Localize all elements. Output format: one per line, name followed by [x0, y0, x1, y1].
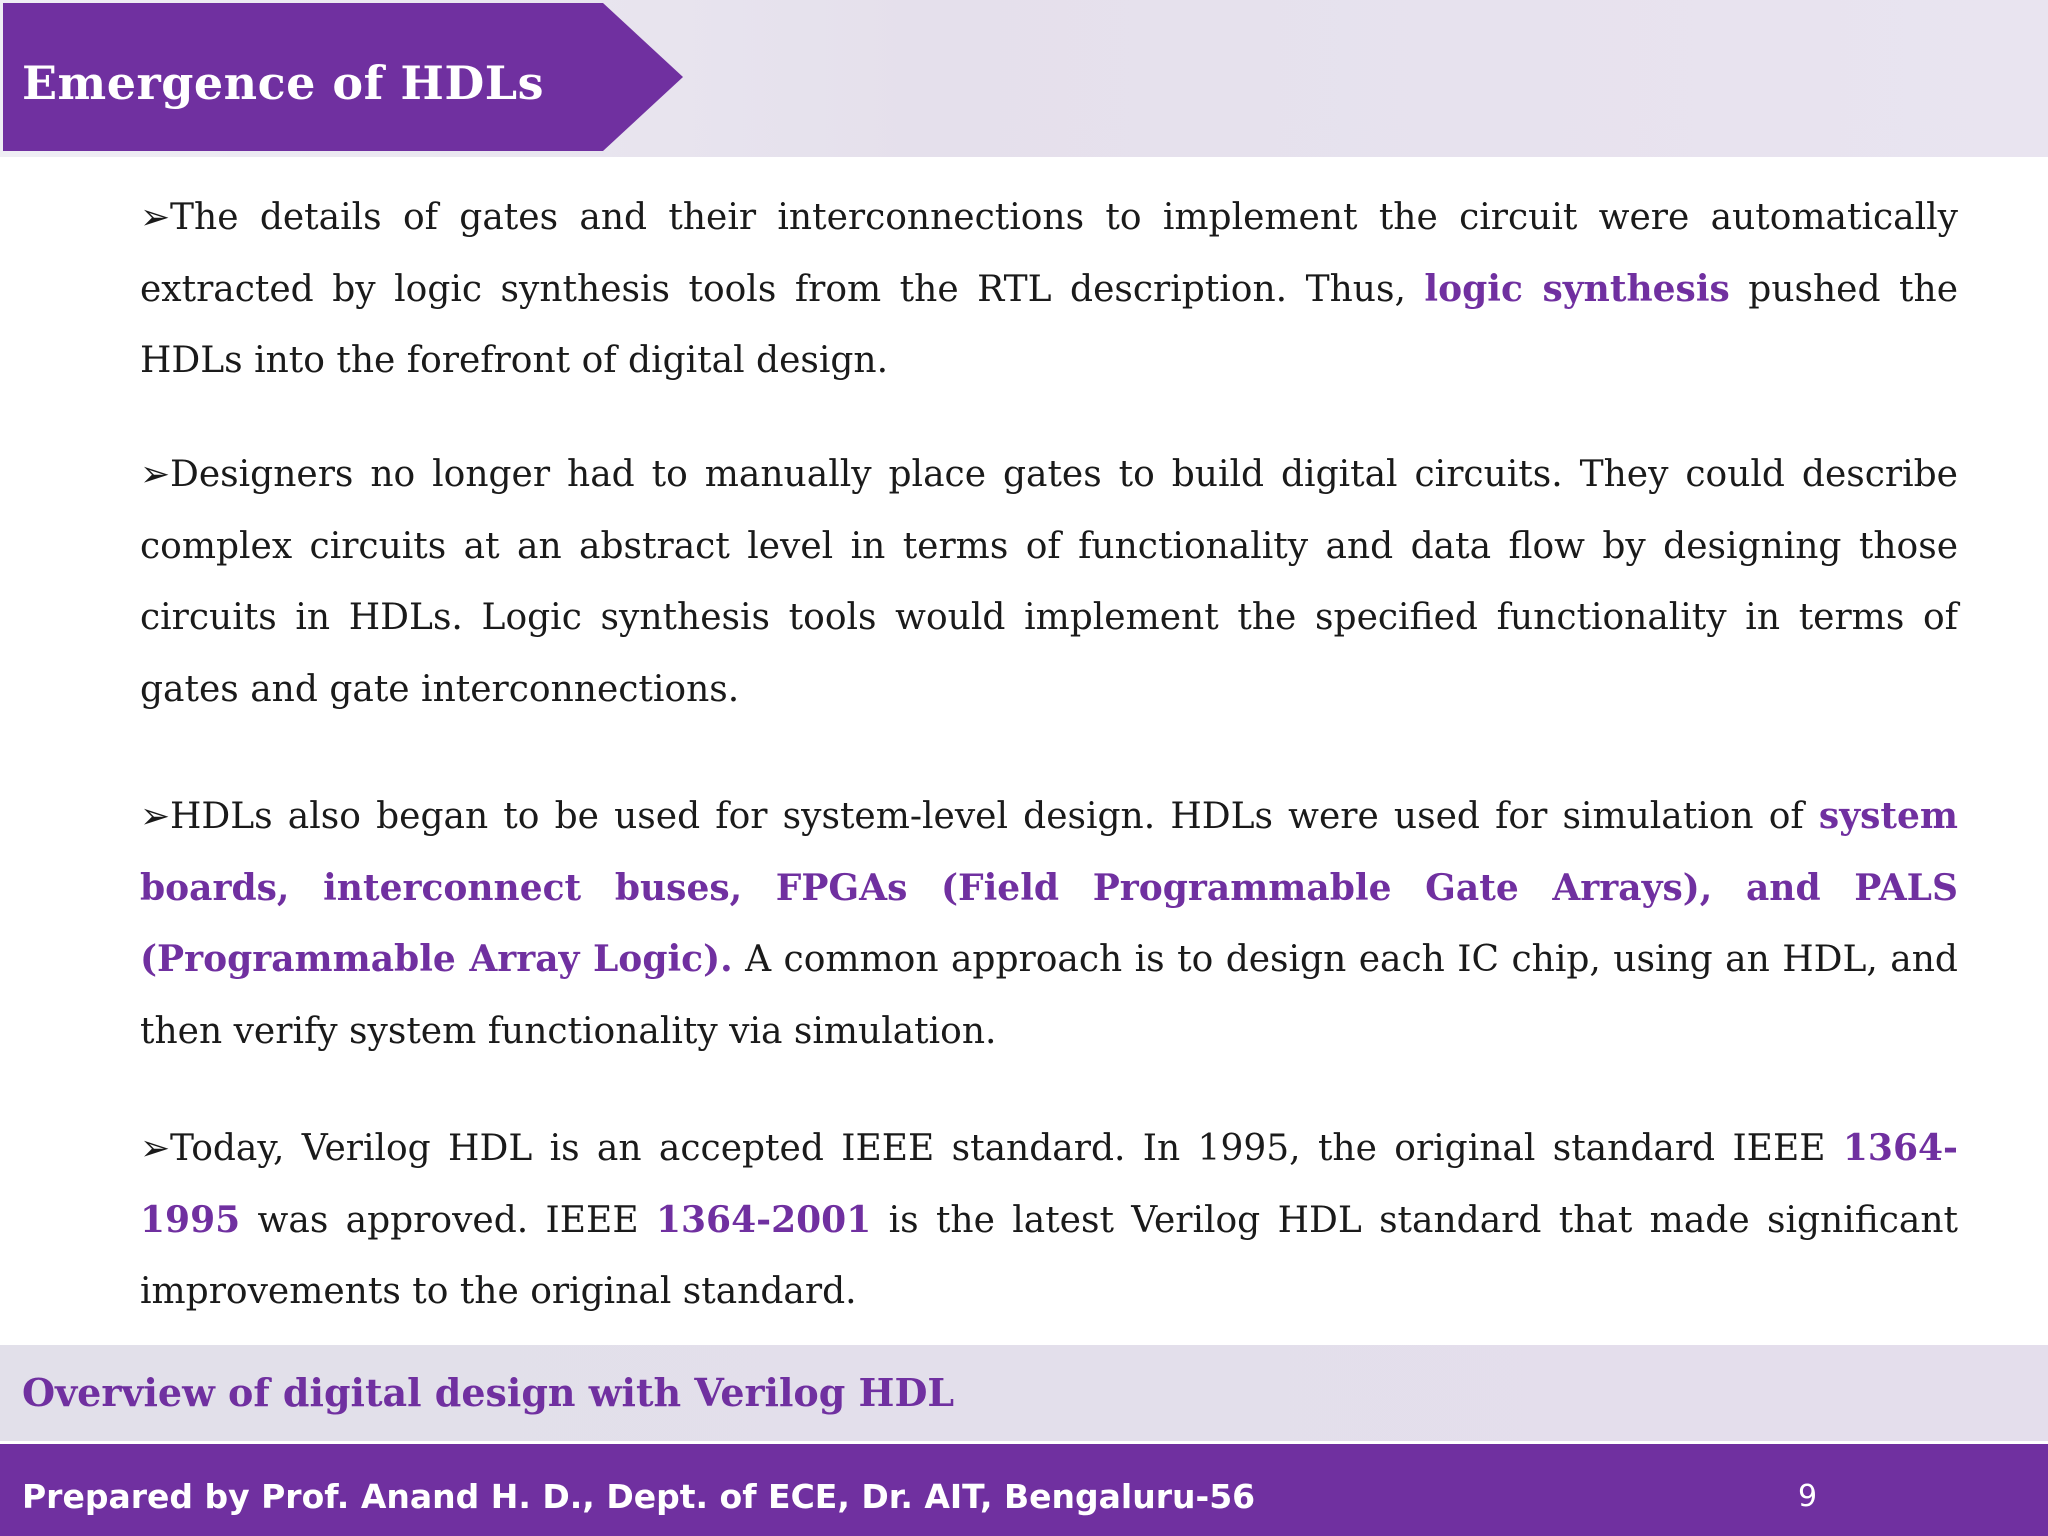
- highlight-text: 1364-1995: [140, 1127, 1958, 1241]
- bullet-designers: [140, 439, 1958, 725]
- highlight-text: system boards, interconnect buses, FPGAs (Field Programmable Gate Arrays), and PALS (Programmable Array Logic).: [140, 795, 1958, 981]
- bullet-text: HDLs also began to be used for system-level design. HDLs were used for simulation of: [170, 796, 1819, 837]
- bullet-text: The details of gates and their interconnections to implement the circuit were automatically extracted by logic synthesis tools from the RTL description. Thus,: [140, 197, 1958, 310]
- bullet-text: pushed the HDLs into the forefront of digital design.: [140, 268, 1958, 382]
- bullet-system-level: [140, 781, 1958, 1067]
- bullet-logic-synthesis: [140, 182, 1958, 397]
- slide-title: Emergence of HDLs: [22, 56, 544, 110]
- footer-credit: Prepared by Prof. Anand H. D., Dept. of ECE, Dr. AIT, Bengaluru-56: [22, 1477, 1256, 1516]
- bullet-ieee-standard: [140, 1113, 1958, 1328]
- bullet-text: Designers no longer had to manually place gates to build digital circuits. They could describe complex circuits at an abstract level in terms of functionality and data flow by designing those circuits in HDLs. Logic synthesis tools would implement the specified functionality in terms of gates and gate interconnections.: [140, 454, 1958, 710]
- page-number: 9: [1798, 1479, 1818, 1514]
- arrow-bullet-icon: ➢: [140, 796, 171, 837]
- arrow-bullet-icon: ➢: [140, 1128, 171, 1169]
- arrow-bullet-icon: ➢: [140, 197, 171, 238]
- slide-subtitle: Overview of digital design with Verilog HDL: [22, 1370, 955, 1415]
- bullet-text: was approved. IEEE: [240, 1199, 656, 1241]
- highlight-text: logic synthesis: [1424, 267, 1730, 310]
- bullet-text: Today, Verilog HDL is an accepted IEEE standard. In 1995, the original standard IEEE: [170, 1128, 1843, 1169]
- bullet-text: is the latest Verilog HDL standard that made significant improvements to the original standard.: [140, 1199, 1958, 1313]
- bullet-text: A common approach is to design each IC chip, using an HDL, and then verify system functionality via simulation.: [140, 939, 1958, 1052]
- arrow-bullet-icon: ➢: [140, 454, 171, 495]
- highlight-text: 1364-2001: [655, 1198, 872, 1241]
